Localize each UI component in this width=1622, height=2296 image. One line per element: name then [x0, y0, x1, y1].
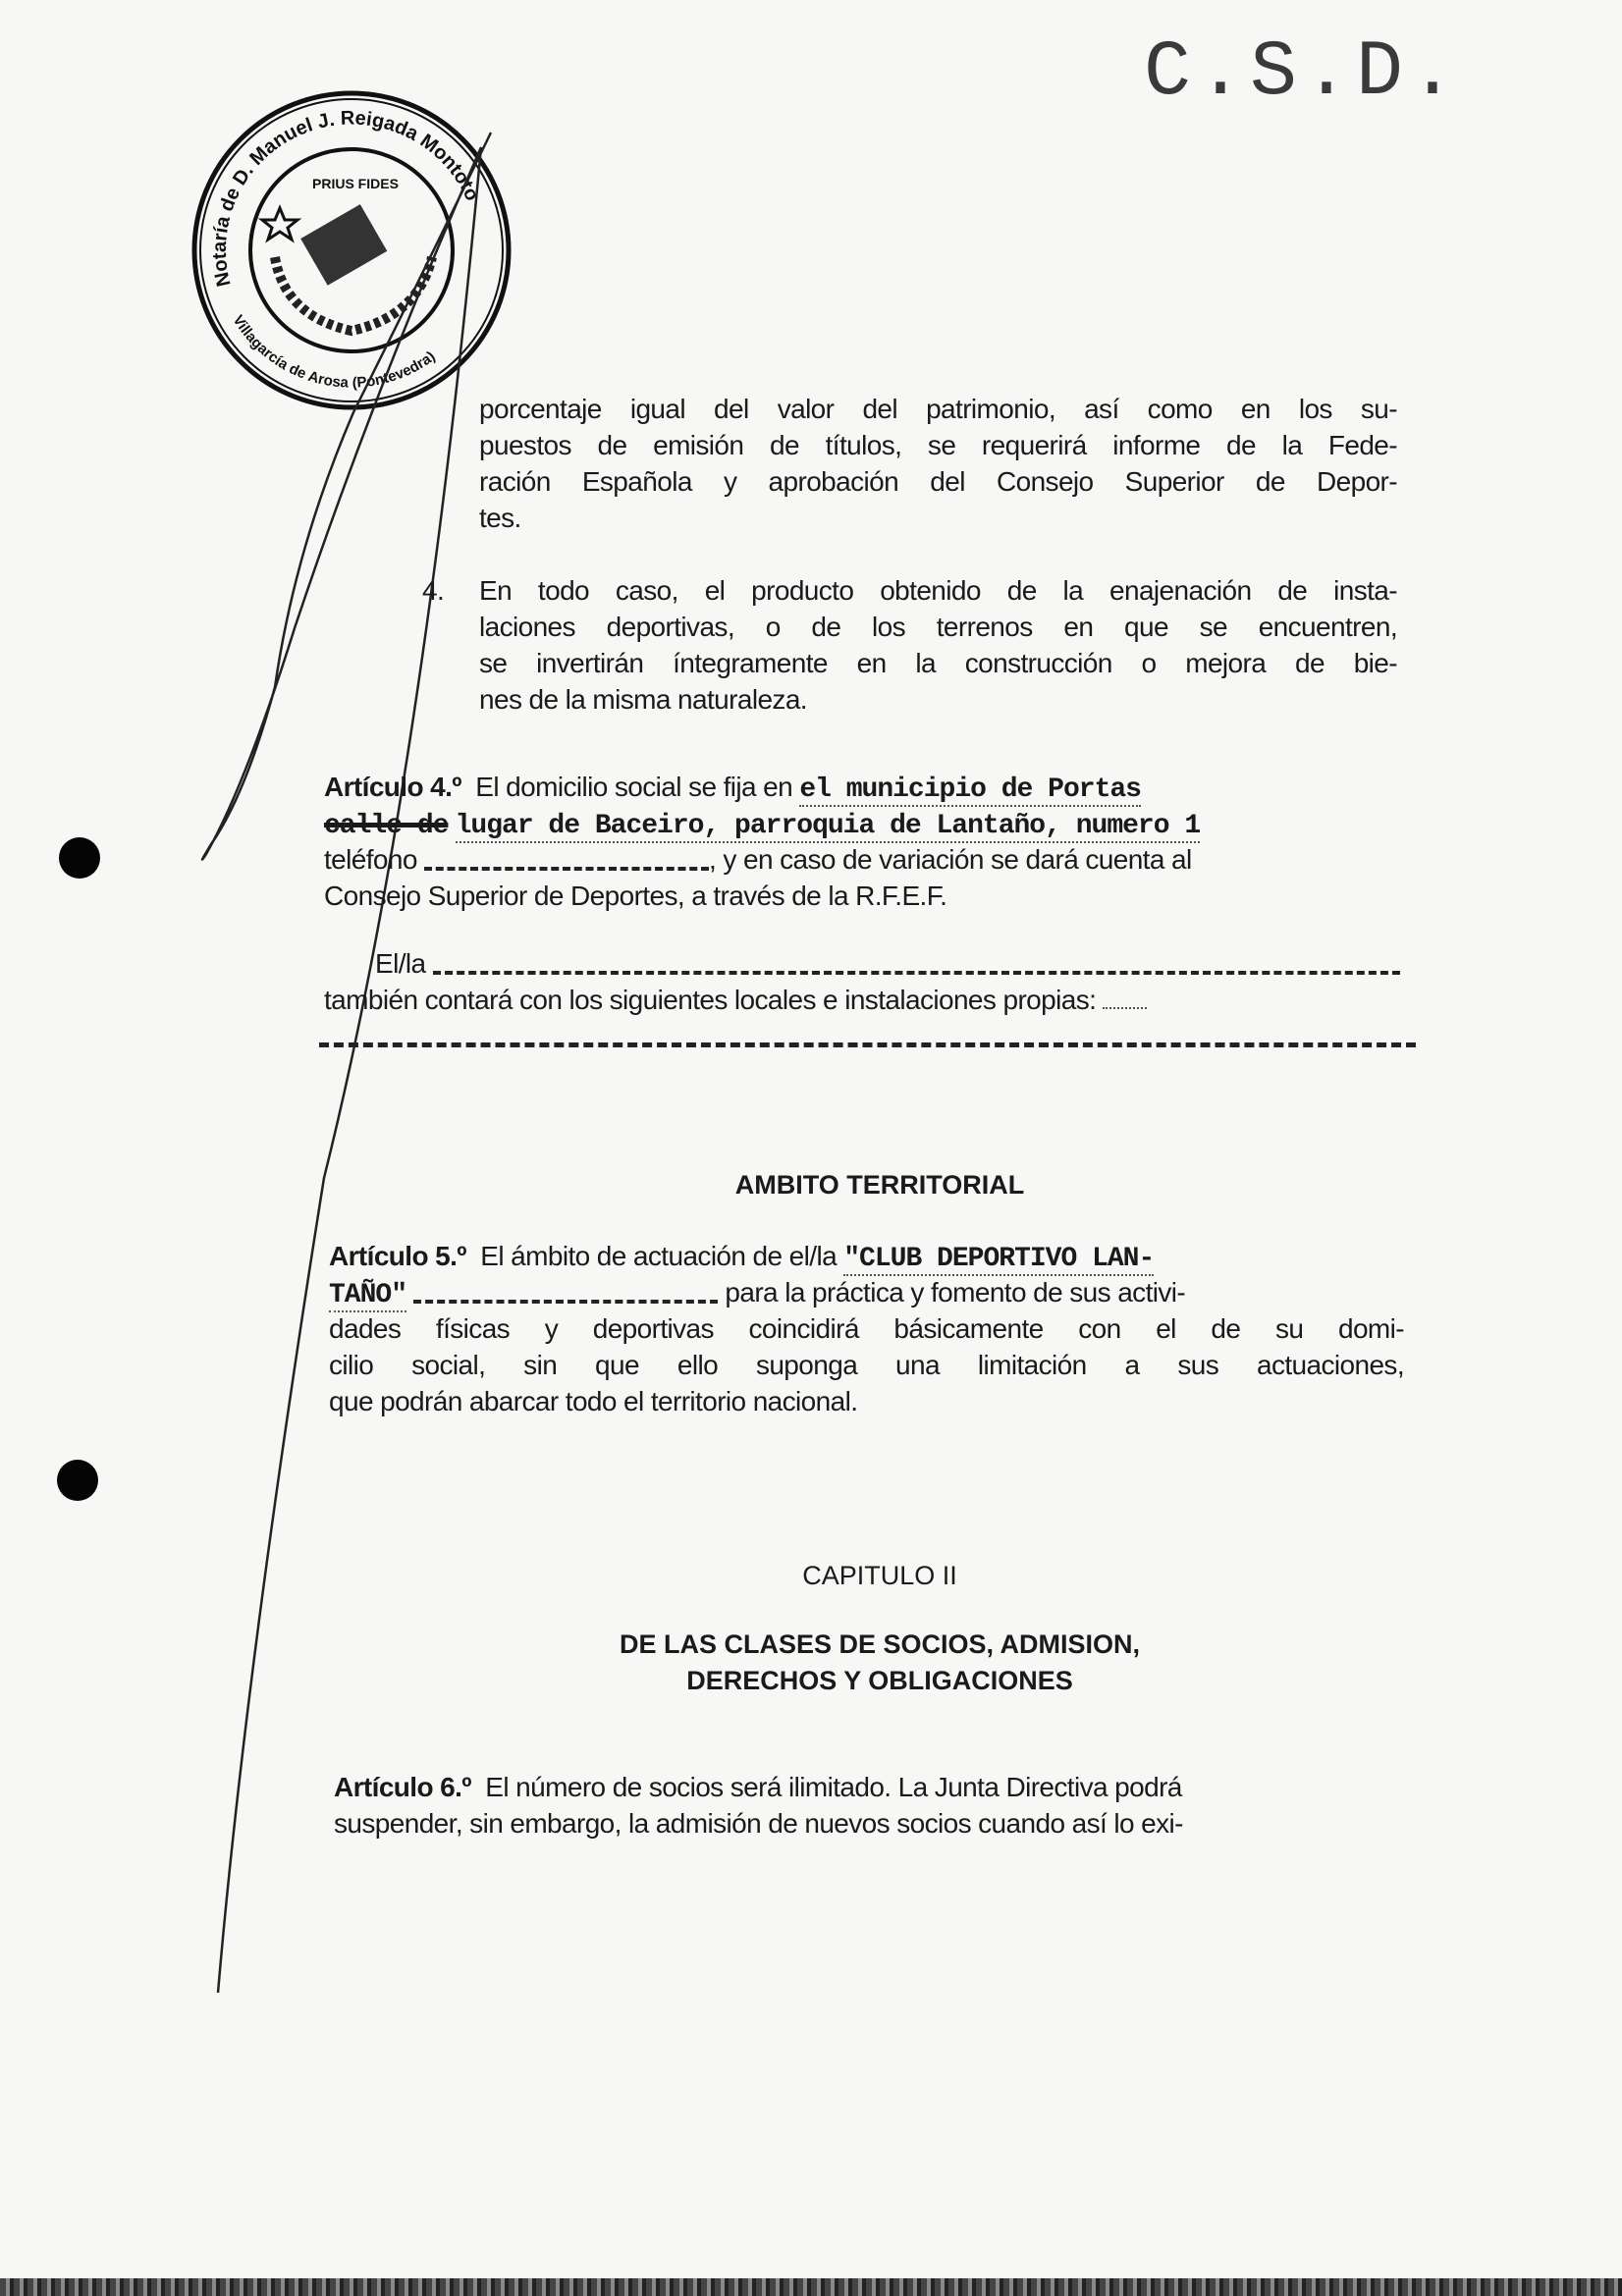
article-label: Artículo 6.º — [334, 1772, 471, 1802]
article-6-line-1 — [334, 1769, 1182, 1805]
stamp-text-top: Notaría de D. Manuel J. Reigada Montoto — [208, 107, 483, 289]
stamp-inner-text: PRIUS FIDES — [312, 176, 399, 191]
article-text: para la práctica y fomento de sus activi- — [725, 1277, 1186, 1308]
chapter-subtitle: DERECHOS Y OBLIGACIONES — [686, 1666, 1073, 1695]
article-4-line-1 — [324, 769, 1141, 805]
article-5-line-1 — [329, 1238, 1154, 1274]
article-text: El ámbito de actuación de el/la — [480, 1241, 838, 1271]
typed-club-name-cont: TAÑO" — [329, 1280, 407, 1310]
article-5-line-2 — [329, 1274, 1185, 1310]
article-4-line-2 — [324, 805, 1200, 841]
phone-blank — [424, 853, 709, 871]
article-text: El número de socios será ilimitado. La Junta Directiva podrá — [485, 1772, 1182, 1802]
section-title: AMBITO TERRITORIAL — [734, 1170, 1025, 1200]
para-line: ración Española y aprobación del Consejo Superior de Depor- — [479, 466, 1397, 497]
article-label: Artículo 5.º — [329, 1241, 466, 1271]
punch-hole — [57, 1460, 98, 1501]
typed-address: lugar de Baceiro, parroquia de Lantaño, numero 1 — [455, 811, 1201, 841]
chapter-title: CAPITULO II — [802, 1561, 957, 1590]
article-line: cilio social, sin que ello suponga una limitación a sus actuaciones, — [329, 1350, 1404, 1380]
name-blank — [433, 957, 1400, 975]
item-line: laciones deportivas, o de los terrenos en que se encuentren, — [479, 612, 1397, 642]
scan-edge — [0, 2278, 1622, 2296]
punch-hole — [59, 837, 100, 879]
item-line: nes de la misma naturaleza. — [479, 684, 807, 715]
article-label: Artículo 4.º — [324, 772, 461, 802]
locales-line — [324, 982, 1147, 1018]
article-text: , y en caso de variación se dará cuenta al — [709, 844, 1192, 875]
phone-label: teléfono — [324, 844, 417, 875]
struck-text: calle de — [324, 811, 449, 841]
article-line: dades físicas y deportivas coincidirá básicamente con el de su domi- — [329, 1313, 1404, 1344]
para-line: puestos de emisión de títulos, se requerirá informe de la Fede- — [479, 430, 1397, 460]
item-line: En todo caso, el producto obtenido de la enajenación de insta- — [479, 575, 1397, 606]
article-line: que podrán abarcar todo el territorio nacional. — [329, 1386, 858, 1416]
article-4-line-4: Consejo Superior de Deportes, a través de la R.F.E.F. — [324, 881, 947, 911]
item-line: se invertirán íntegramente en la construcción o mejora de bie- — [479, 648, 1397, 678]
article-text: El domicilio social se fija en — [475, 772, 793, 802]
typed-municipality: el municipio de Portas — [799, 774, 1141, 805]
chapter-subtitle: DE LAS CLASES DE SOCIOS, ADMISION, — [619, 1629, 1141, 1659]
stamp-text-bottom: Villagarcía de Arosa (Pontevedra) — [229, 312, 439, 392]
club-blank — [413, 1286, 718, 1304]
para-line: porcentaje igual del valor del patrimonio, así como en los su- — [479, 394, 1397, 424]
elia-line — [375, 945, 1400, 982]
locales-text: también contará con los siguientes locales e instalaciones propias: — [324, 985, 1097, 1015]
article-6-line-2: suspender, sin embargo, la admisión de nuevos socios cuando así lo exi- — [334, 1808, 1183, 1839]
para-line: tes. — [479, 503, 521, 533]
typed-club-name: "CLUB DEPORTIVO LAN- — [843, 1244, 1155, 1274]
csd-mark: C.S.D. — [1144, 28, 1463, 118]
elia-label: El/la — [375, 948, 426, 979]
item-number: 4. — [422, 575, 445, 606]
article-4-line-3 — [324, 841, 1192, 878]
blank-rule — [319, 1042, 1416, 1047]
